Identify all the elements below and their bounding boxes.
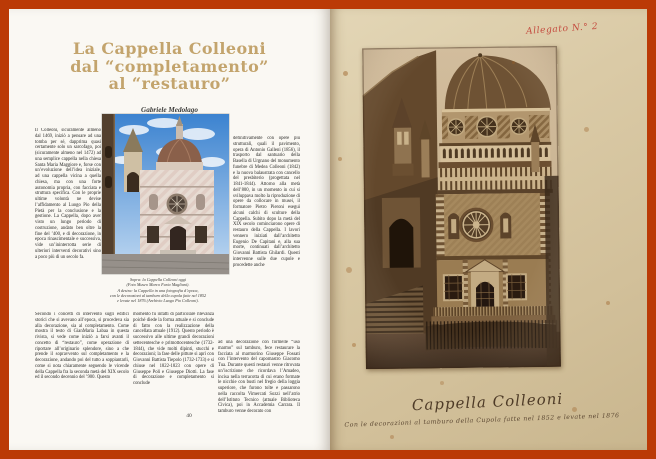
- body-column-1: Il Colleoni, sicuramente almeno dal 1469, iniziò a pensare ad una tomba per sé, dapprima quasi certamente solo un sarcofago, poi (sicuramente almeno nel 1472) ad una semplice cappella nella chiesa Santa Maria Maggiore e, forse con un’evoluzione dell’idea iniziale, ad una cappella vicina a quella chiesa, ma con una forte autonomia propria, con facciata e struttura specifica. Con le proprie ultime volontà ne devise l’affidamento al Luogo Pio della Pietà per la conclusione e la gestione. La Cappella, dopo aver visto un lungo periodo di costruzione, andato ben oltre la fine del ’400, e di decorazione, in epoca rinascimentale e successiva, vide un’ininterrotta serie di ulteriori interventi decorativi sino a poco più di un secolo fa.: [35, 128, 101, 260]
- author-byline: Gabriele Medolago: [141, 106, 198, 114]
- right-page-album-leaf: [330, 9, 647, 450]
- handwritten-annotation: Allegato N.° 2: [525, 21, 599, 37]
- caption-line: (Foto Museo Marco Furia Magliani).: [126, 282, 190, 288]
- article-title: [9, 40, 330, 93]
- sepia-photo-cappella-colleoni: [362, 46, 561, 369]
- left-page: [9, 9, 330, 450]
- body-column-2: Secondo i concetti di intervento sugli edifici storici che si avevano all’epoca, si procedeva sia alla decorazione, sia al completamento. Come mostra il testo di GianMaria Labaa in questa rivista, si vede come iniziò a farsi avanti il concetto di “restauro”, come operazione di riportare all’originario splendore, sino a che prende il sopravvento sul completamento e la decorazione, andando poi del tutto a soppiantarli, come si nota chiaramente seguendo le vicende della Cappella fra la seconda metà del XIX secolo ed il secondo decennio del ’900. Questo: [35, 312, 129, 381]
- title-line-1: La Cappella Colleoni: [72, 39, 267, 58]
- color-photo-cappella-colleoni: [102, 114, 229, 274]
- body-column-4-lower: ad una decorazione con formelle “uso marmo” sul tamburo, fece restaurare la facciata al marmorino Giuseppe Fossati con l’intervento del capomastro Giacomo Tua. Durante questi restauri venne ritrovata un’iscrizione che ricordava l’Amadeo, incisa nella terracotta di cui erano formate le nicchie con busti nel fregio della loggia superiore, che furono tolte e passarono nella raccolta Vimercati Sozzi nell’atrio dell’Istituto Tecnico (attuale Biblioteca Civica), poi in Accademia Carrara. Il tamburo venne decorato con: [218, 340, 300, 414]
- page-number: 40: [186, 413, 192, 419]
- handwritten-photo-subtitle: Con le decorazioni al tamburo della Cupola fatte nel 1852 e levate nel 1876: [344, 412, 620, 429]
- body-column-4-upper: definitivamente con opere più strutturali, quali il pavimento, opera di Antonio Galleni (1856), il trasporto dal santuario della Basella di Urgnano del monumento funebre di Medea Colleoni (1842) e la nuova balaustrata con cancello del presbiterio (progettata nel 1841-1844). Attorno alla metà dell’800, in un momento in cui si sviluppava molto la riproduzione di opere da collocare in musei, il formatore Pietro Pieroni eseguì alcuni calchi di sculture della Cappella. Subito dopo la metà del XIX secolo cominciarono opere di restauro della Cappella. I lavori vennero iniziati dall’architetto Eugenio De Capitani e, alla sua morte, continuati dall’architetto Giovanni Battista Ghilardi. Questi intervenne sulle due cupole e procedette anche: [233, 136, 300, 268]
- caption-line: e levate nel 1876 (Archivio Luogo Pio Colleoni).: [117, 298, 199, 304]
- handwritten-photo-title: Cappella Colleoni: [411, 389, 564, 415]
- title-line-3: al “restauro”: [108, 74, 231, 93]
- photo-caption: [93, 277, 223, 303]
- body-column-3: momento fu infatti di particolare rilevanza poiché diede la forma attuale e si conclude di fatto con la realizzazione della cancellata attuale (1912). Questo periodo è successivo alle ultime grandi decorazioni settecentesche e primottocentesche (1732-1844), che vide molti dipinti, stucchi e decorazioni; la fase delle pitture si aprì con Giovanni Battista Tiepolo (1732-1733) e si chiuse nel 1822-1823 con opere di Giuseppe Poli e Giuseppe Diotti. La fase di decorazione e completamento si conclude: [133, 312, 214, 386]
- title-line-2: dal “completamento”: [70, 56, 269, 76]
- caption-line: con le decorazioni al tamburo della cupola fatte nel 1852: [109, 292, 207, 298]
- caption-line: Sopra: la Cappella Colleoni oggi: [129, 277, 187, 282]
- caption-line: A destra: la Cappella in una fotografia d’epoca,: [117, 287, 199, 293]
